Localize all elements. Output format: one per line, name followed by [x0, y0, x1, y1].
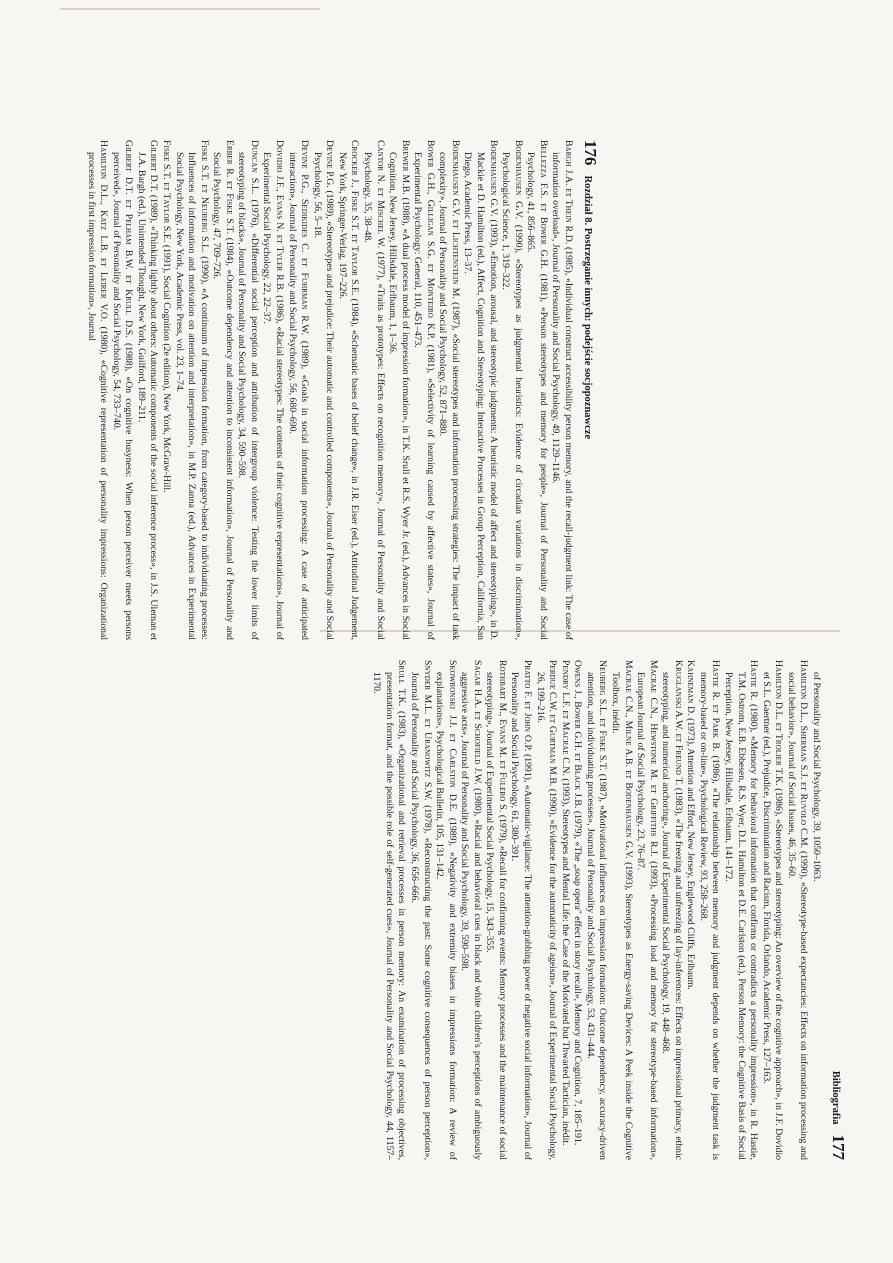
- reference-text: (1991), Social Cognition (2e edition), New York, McGraw-Hill.: [161, 242, 172, 493]
- reference-entry: [549, 140, 574, 640]
- reference-entry: [571, 660, 584, 1160]
- reference-text: (1980), «Memory for behavioral information that confirms or contradicts a personality impression», in R. Hastie, T.M. Ostrom, E.B. Ebbesen, R.S. Wyer, D.L. Hamilton et D.E. Carlston (ed.), Person Memory: the Cognitive Basis of Social Perception, New Jersey, Hillsdale, Erlbaum, 141–172.: [723, 672, 760, 1160]
- reference-entry: [360, 140, 385, 640]
- reference-text: (1976), «Differential social perception and attribution of intergroup violence: Testing the lower limits of stereotyping of blacks», Journal of Personality and Social Psychology, 34, 590–598.: [236, 152, 260, 640]
- reference-authors: Bodenhausen G.V. et Lichtenstein M.: [449, 140, 461, 300]
- reference-entry: [608, 660, 633, 1160]
- reference-authors: Hastie R. et Park B.: [710, 660, 722, 752]
- reference-entry: [260, 140, 285, 640]
- reference-authors: Fiske S.T. et Taylor S.E.: [161, 140, 172, 243]
- reference-authors: Bodenhausen G.V.: [512, 140, 524, 220]
- reference-entry: [210, 140, 235, 640]
- reference-entry: [134, 140, 159, 640]
- reference-entry: [84, 140, 109, 640]
- reference-authors: Erber R. et Fiske S.T.: [223, 140, 235, 235]
- reference-authors: Kruglanski A.W. et Freund T.: [672, 660, 684, 786]
- reference-entry: [370, 660, 408, 1160]
- reference-authors: Rothbart M., Evans M. et Fulero S.: [496, 660, 508, 813]
- reference-entry: [583, 660, 608, 1160]
- reference-authors: Bellezza F.S. et Bower G.H.: [537, 140, 549, 269]
- reference-authors: Sagar H.A. et Schofield J.W.: [471, 660, 483, 785]
- reference-text: (1993), «Processing load and memory for stereotype-based information», European Journal of Social Psychology, 23, 76–87.: [635, 672, 659, 1160]
- reference-text: (1987), «Motivational influences on impression formation: Outcome dependency, accuracy-driven attention, and individuating processes», Journal of Personality and Social Psychology, 53, 431–444.: [584, 672, 609, 1161]
- reference-entry: [433, 660, 458, 1160]
- reference-text: (1991), «Automatic-vigilance: The attention-grabbing power of negative social information», Journal of Personality and Social Psychology, 61, 380–391.: [509, 672, 534, 1160]
- reference-entry: [759, 660, 784, 1160]
- reference-text: (1989), «Negativity and extremity biases in impressions formation: A review of explanations», Psychological Bulletin, 105, 131–142.: [434, 672, 458, 1160]
- scan-artifact: [60, 8, 320, 10]
- reference-entry: [436, 140, 461, 640]
- reference-authors: Srull T.K.: [396, 660, 408, 707]
- reference-authors: Perdue C.W. et Gurtman M.B.: [547, 660, 559, 787]
- reference-entry: [285, 140, 310, 640]
- reference-authors: Kahneman D.: [685, 660, 697, 716]
- reference-entry: [784, 660, 809, 1160]
- reference-entry: [109, 140, 134, 640]
- reference-text: (1988), «A dual process model of impression formation», in T.K. Srull et R.S. Wyer Jr. (ed.), Advances in Social Cognition, New Jersey, Hillsdale, Erlbaum, 1, 1–36.: [387, 152, 411, 640]
- reference-authors: Macrae C.N., Milne A.B. et Bodenhausen G.V.: [622, 660, 634, 859]
- reference-authors: Pratto F. et John O.P.: [522, 660, 534, 752]
- reference-authors: Devine P.G., Sedikides C. et Fuhrman R.W.: [299, 140, 311, 336]
- reference-entry: [499, 140, 524, 640]
- reference-authors: Pendry L.F. et Macrae C.N.: [559, 660, 571, 776]
- reference-text: (1986), «Racial stereotypes: The contents of their cognitive representations», Journal of Experimental Social Psychology, 22, 22–37.: [261, 152, 286, 640]
- right-running-head: [828, 660, 848, 1160]
- reference-entry: [508, 660, 533, 1160]
- reference-text: (1990), «Stereotypes as judgmental heuristics: Evidence of circadian variations in discrimination», Psychological Science, 1, 319–322.: [500, 152, 524, 640]
- reference-text: (1980), «Racial and behavioral cues in black and white children's perceptions of ambiguously aggressive acts», Journal of Personality and Social Psychology, 39, 590–598.: [459, 672, 483, 1160]
- right-reference-list: [370, 660, 810, 1160]
- reference-text: (1987), «Social stereotypes and information processing strategies: The impact of task complexity», Journal of Personality and Social Psychology, 52, 871–880.: [437, 152, 461, 640]
- left-reference-list: [84, 140, 574, 640]
- left-running-head: [580, 140, 600, 640]
- reference-text: (1977), «Traits as prototypes: Effects on recognition memory», Journal of Personality and Social Psychology, 35, 38–48.: [362, 152, 386, 640]
- reference-text: (1986), «Stereotypes and stereotyping: An overview of the cognitive approach», in J.F. Dovidio et S.L. Gaertner (ed.), Prejudice, Discrimination and Racism, Florida, Orlando, Academic Press, 127–163.: [760, 672, 785, 1160]
- reference-entry: [659, 660, 684, 1160]
- reference-text: (1981), «Person stereotypes and memory for people», Journal of Personality and Social Psychology, 41, 856–865.: [525, 152, 549, 640]
- reference-entry: [407, 660, 432, 1160]
- reference-authors: Gilbert D.T.: [148, 140, 160, 193]
- reference-text: (1990), «A continuum of impression formation, from category-based to individuating processes: Influences of information and motivation on attention and interpretation», in M.P. Zanna (ed.), Advances in Experimental Social Psychology, New York, Academic Press, vol. 23, 1–74.: [173, 152, 210, 640]
- reference-entry: [558, 660, 571, 1160]
- reference-entry: [722, 660, 760, 1160]
- reference-entry: [533, 660, 558, 1160]
- reference-text: (1983), «Organizational and retrieval processes in person memory: An examination of processing objectives, presentation format, and the possible role of self-generated cues», Journal of Personality and Social Psychology, 44, 1157–1170.: [371, 672, 408, 1160]
- reference-authors: Cantor N. et Mischel W.: [374, 140, 386, 249]
- reference-text: (1985), «Individual construct accessibility person memory, and the recall-judgment link: The case of information overload», Journal of Personality and Social Psychology, 49, 1129–1146.: [550, 152, 574, 640]
- reference-text: (1990), «Evidence for the automaticity of ageism», Journal of Experimental Social Psychology, 26, 199–216.: [534, 672, 559, 1160]
- reference-authors: Hamilton D.L., Katz L.B. et Leirer V.O.: [98, 140, 110, 322]
- reference-text: (1993), Stereotypes and Mental Life: the Case of the Motivated but Thwarted Tactician, inédit.: [559, 775, 571, 1146]
- reference-authors: Hastie R.: [748, 660, 760, 701]
- reference-text: (1983), «The freezing and unfreezing of lay-inferences: Effects on impressional primacy, ethnic stereotyping, and numerical anchoring», Journal of Experimental Social Psychology, 19, 448–468.: [660, 672, 684, 1160]
- reference-entry: [483, 660, 508, 1160]
- reference-authors: Duncan S.L.: [248, 140, 260, 195]
- reference-authors: Owens J., Bower G.H. et Black J.B.: [572, 660, 584, 809]
- reference-authors: Neuberg S.L. et Fiske S.T.: [597, 660, 609, 771]
- reference-authors: Macrae C.N., Hewstone M. et Griffiths R.J.: [647, 660, 659, 857]
- reference-text: (1993), Stereotypes as Energy-saving Devices: A Peek inside the Cognitive Toolbox, inédit.: [610, 672, 634, 1161]
- reference-entry: [310, 140, 335, 640]
- reference-entry: [461, 140, 499, 640]
- reference-entry: [696, 660, 721, 1160]
- left-page: [85, 140, 600, 641]
- reference-entry: [684, 660, 697, 1160]
- reference-text: (1978), «Reconstructing the past: Some cognitive consequences of person perception», Journal of Personality and Social Psychology, 36, 656–666.: [409, 672, 433, 1160]
- reference-authors: Hamilton D.L. et Trolier T.K.: [773, 660, 785, 786]
- reference-entry: [524, 140, 549, 640]
- reference-text: (1984), «Outcome dependency and attention to inconsistent information», Journal of Personality and Social Psychology, 47, 709–726.: [211, 152, 235, 641]
- reference-text: (1980), «Cognitive representation of personality impressions: Organizational processes in first impression formation», Journal: [85, 152, 110, 641]
- reference-text: (1986), «The relationship between memory and judgment depends on whether the judgment task is memory-based or on-line», Psychological Review, 93, 258–268.: [697, 672, 722, 1161]
- reference-authors: Bargh J.A. et Thein R.D.: [563, 140, 574, 245]
- reference-authors: Dovidio J.F., Evans N. et Tyler R.B.: [274, 140, 286, 293]
- reference-text: (1979), «The „soap opera" effect in story recall», Memory and Cognition, 7, 185–191.: [572, 808, 584, 1146]
- left-running-title: Rozdział 8. Postrzeganie innych: podejście socjopoznawcze: [582, 175, 593, 440]
- reference-authors: Gilbert D.T. et Pelham B.W. et Krull D.S.: [123, 140, 135, 338]
- reference-entry: [235, 140, 260, 640]
- reference-text: (1989), «Goals in social information processing: A case of anticipated interaction», Journal of Personality and Social Psychology, 56, 680–690.: [286, 152, 311, 640]
- reference-text: (1990), «Stereotype-based expectancies: Effects on information processing and social behavior», Journal of Social Issues, 46, 35–60.: [785, 672, 810, 1161]
- reference-text: (1989), «Stereotypes and prejudice: Their automatic and controlled components», Journal of Personality and Social Psychology, 56, 5–18.: [311, 152, 336, 640]
- reference-text: (1989), «Thinking lightly about others: Automatic components of the social inference process», in J.S. Uleman et J.A. Bargh (ed.), Unintended Thought, New York, Guilford, 189–211.: [135, 152, 160, 641]
- reference-entry: [159, 140, 172, 640]
- reference-entry: [458, 660, 483, 1160]
- reference-authors: Skowronski J.J. et Carlston D.E.: [446, 660, 458, 812]
- reference-text: (1988), «On cognitive busyness: When person perceiver meets persons perceived», Journal of Personality and Social Psychology, 54, 733–740.: [110, 152, 135, 640]
- reference-authors: Hamilton D.L., Sherman S.J. et Ruvolo C.M.: [798, 660, 810, 849]
- reference-authors: Crocker J., Fiske S.T. et Taylor S.E.: [349, 140, 361, 296]
- right-running-title: Bibliografia: [830, 1070, 841, 1125]
- reference-authors: Devine P.G.: [324, 140, 336, 188]
- reference-text: (1981), «Selectivity of learning caused by affective states», Journal of Experimental Psychology: General, 110, 451–473.: [412, 152, 436, 640]
- reference-entry: [335, 140, 360, 640]
- reference-entry: [634, 660, 659, 1160]
- reference-text: (1984), «Schematic bases of belief change», in J.R. Eiser (ed.), Attitudinal Judgement, New York, Springer-Verlag, 197–226.: [336, 152, 361, 640]
- reference-entry: [172, 140, 210, 640]
- right-page: [73, 660, 848, 1160]
- reference-authors: Bower G.H., Gilligan S.G. et Monteiro K.P.: [424, 140, 436, 340]
- reference-authors: Brewer M.B.: [399, 140, 411, 195]
- reference-entry: [411, 140, 436, 640]
- reference-text: (1979), «Recall for confirming events: Memory processes and the maintenance of social stereotyping», Journal of Experimental Social Psychology, 15, 343–355.: [484, 672, 508, 1160]
- reference-authors: Fiske S.T. et Neuberg S.L.: [198, 140, 210, 253]
- continuation-line: of Personality and Social Psychology, 39, 1050–1063.: [811, 672, 822, 882]
- reference-entry: [386, 140, 411, 640]
- reference-text: (1993), «Emotion, arousal, and stereotypic judgments: A heuristic model of affect and stereotyping», in D. Mackie et D. Hamilton (ed.), Affect, Cognition and Stereotyping: Interactive Processes in Group Perception, California, San Diego, Academic Press, 13–37.: [462, 152, 499, 640]
- reference-authors: Bodenhausen G.V.: [487, 140, 499, 217]
- right-page-number: 177: [829, 1134, 848, 1160]
- reference-text: (1973), Attention and Effort, New Jersey, Englewood Cliffs, Erlbaum.: [685, 715, 697, 990]
- reference-authors: Snyder M.L. et Uranowitz S.W.: [421, 660, 433, 801]
- left-page-number: 176: [581, 140, 600, 166]
